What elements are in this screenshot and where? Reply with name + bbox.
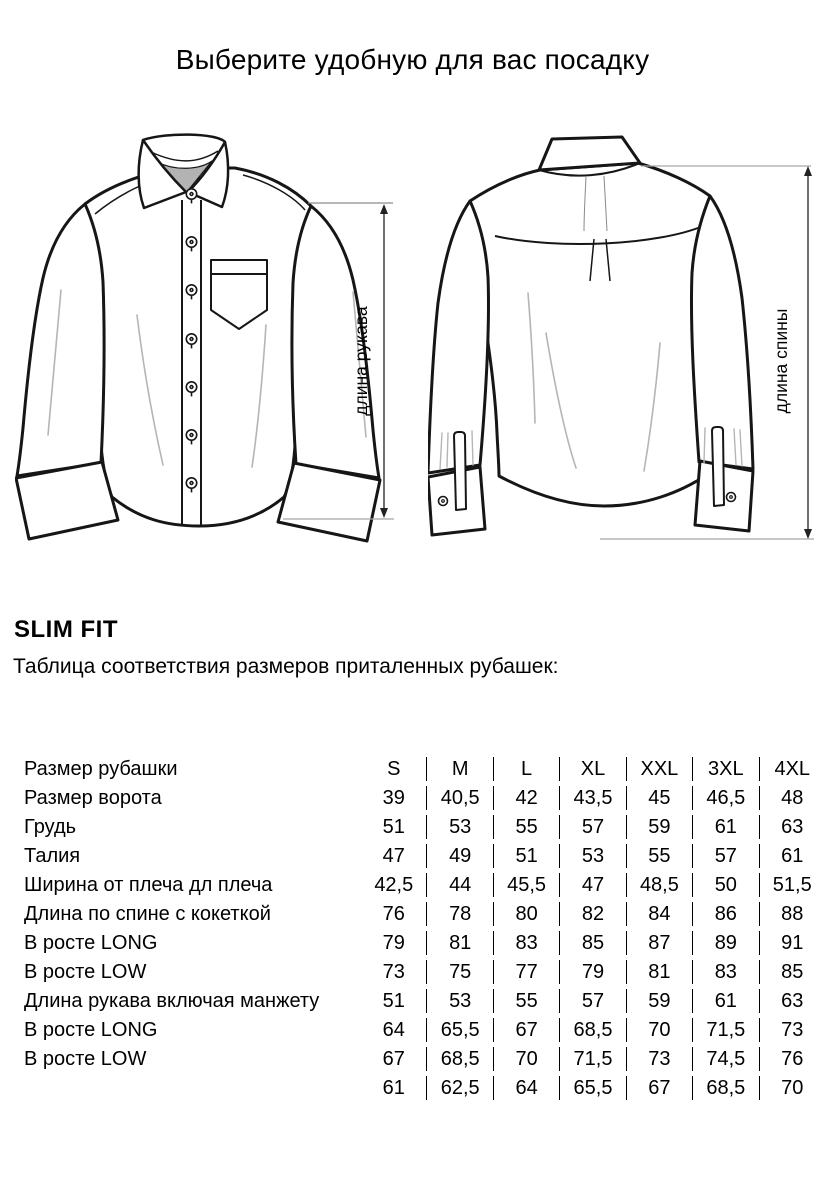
size-cell: 42,5 (374, 874, 414, 896)
size-cell: 45 (626, 786, 692, 810)
table-row (24, 757, 825, 781)
size-table-body (24, 757, 825, 1100)
table-row (24, 1076, 825, 1100)
size-cell: 75 (426, 960, 492, 984)
size-cell: 86 (692, 902, 758, 926)
size-cell: 78 (426, 902, 492, 926)
size-cell: 67 (626, 1076, 692, 1100)
size-cell: 50 (692, 873, 758, 897)
size-cell: 51 (382, 816, 405, 838)
table-row (24, 1018, 825, 1042)
back-length-label: длина спины (771, 308, 791, 414)
size-cell: 61 (692, 989, 758, 1013)
back-shirt-diagram (428, 133, 822, 545)
size-cell: 63 (759, 815, 825, 839)
size-cell: 57 (559, 989, 625, 1013)
size-cell: 91 (759, 931, 825, 955)
size-cell: 80 (493, 902, 559, 926)
size-cell: 53 (559, 844, 625, 868)
row-label: В росте LOW (24, 961, 147, 983)
size-cell: 70 (493, 1047, 559, 1071)
slim-fit-heading: SLIM FIT (14, 616, 118, 643)
size-cell: 40,5 (426, 786, 492, 810)
size-cell: 59 (626, 815, 692, 839)
size-cell: 67 (382, 1048, 405, 1070)
table-row (24, 931, 825, 955)
size-cell: 61 (692, 815, 758, 839)
size-cell: 65,5 (426, 1018, 492, 1042)
size-cell: 65,5 (559, 1076, 625, 1100)
row-label (24, 1076, 361, 1100)
size-cell: 81 (626, 960, 692, 984)
size-cell: 64 (382, 1019, 405, 1041)
size-cell: 73 (759, 1018, 825, 1042)
size-cell: XXL (626, 757, 692, 781)
size-cell: 73 (626, 1047, 692, 1071)
table-row (24, 960, 825, 984)
size-cell: 48,5 (626, 873, 692, 897)
size-cell: 57 (559, 815, 625, 839)
row-label: Длина рукава включая манжету (24, 990, 320, 1012)
table-row (24, 873, 825, 897)
size-cell: 74,5 (692, 1047, 758, 1071)
size-cell: 51,5 (759, 873, 825, 897)
size-cell: 53 (426, 989, 492, 1013)
size-cell: 57 (692, 844, 758, 868)
size-cell: 49 (426, 844, 492, 868)
size-cell: 76 (382, 903, 405, 925)
size-cell: 62,5 (426, 1076, 492, 1100)
table-row (24, 1047, 825, 1071)
row-label: Грудь (24, 816, 77, 838)
size-cell: 70 (626, 1018, 692, 1042)
page-title: Выберите удобную для вас посадку (175, 44, 650, 75)
size-cell: 46,5 (692, 786, 758, 810)
size-cell: 68,5 (426, 1047, 492, 1071)
size-cell: 47 (382, 845, 405, 867)
size-cell: 84 (626, 902, 692, 926)
row-label: Ширина от плеча дл плеча (24, 874, 273, 896)
size-cell: 83 (493, 931, 559, 955)
size-cell: 73 (382, 961, 405, 983)
size-cell: 81 (426, 931, 492, 955)
size-cell: 55 (626, 844, 692, 868)
size-cell: 71,5 (559, 1047, 625, 1071)
table-row (24, 902, 825, 926)
table-caption: Таблица соответствия размеров приталенных рубашек: (13, 655, 559, 678)
size-cell: 3XL (692, 757, 758, 781)
size-table (24, 752, 825, 1105)
size-cell: 42 (493, 786, 559, 810)
size-cell: 4XL (759, 757, 825, 781)
size-cell: 64 (493, 1076, 559, 1100)
size-cell: 85 (759, 960, 825, 984)
row-label: В росте LOW (24, 1048, 147, 1070)
size-cell: 63 (759, 989, 825, 1013)
size-cell: 71,5 (692, 1018, 758, 1042)
size-cell: 61 (759, 844, 825, 868)
front-shirt-diagram (15, 130, 400, 545)
size-cell: 51 (493, 844, 559, 868)
row-label: Размер рубашки (24, 758, 178, 780)
size-cell: M (426, 757, 492, 781)
size-cell: 55 (493, 815, 559, 839)
table-row (24, 786, 825, 810)
size-cell: 82 (559, 902, 625, 926)
table-row (24, 989, 825, 1013)
size-cell: L (493, 757, 559, 781)
row-label: В росте LONG (24, 1019, 158, 1041)
size-cell: 53 (426, 815, 492, 839)
size-cell: 47 (559, 873, 625, 897)
size-cell: 70 (759, 1076, 825, 1100)
size-cell: 45,5 (493, 873, 559, 897)
size-cell: 77 (493, 960, 559, 984)
row-label: В росте LONG (24, 932, 158, 954)
size-cell: 76 (759, 1047, 825, 1071)
row-label: Размер ворота (24, 787, 162, 809)
size-cell: 48 (759, 786, 825, 810)
size-cell: 87 (626, 931, 692, 955)
size-cell: 67 (493, 1018, 559, 1042)
size-cell: 68,5 (692, 1076, 758, 1100)
sleeve-length-label: длина рукава (351, 306, 371, 416)
size-cell: 89 (692, 931, 758, 955)
table-row (24, 844, 825, 868)
size-cell: 68,5 (559, 1018, 625, 1042)
size-cell: 43,5 (559, 786, 625, 810)
size-cell: 59 (626, 989, 692, 1013)
size-cell: XL (559, 757, 625, 781)
size-cell: 88 (759, 902, 825, 926)
size-cell: 85 (559, 931, 625, 955)
size-cell: 51 (382, 990, 405, 1012)
size-cell: 79 (382, 932, 405, 954)
size-cell: 79 (559, 960, 625, 984)
row-label: Талия (24, 845, 81, 867)
size-cell: 83 (692, 960, 758, 984)
size-cell: 44 (426, 873, 492, 897)
size-cell: 61 (382, 1077, 405, 1099)
size-cell: 39 (382, 787, 405, 809)
table-row (24, 815, 825, 839)
size-cell: S (387, 758, 401, 780)
size-cell: 55 (493, 989, 559, 1013)
row-label: Длина по спине с кокеткой (24, 903, 271, 925)
